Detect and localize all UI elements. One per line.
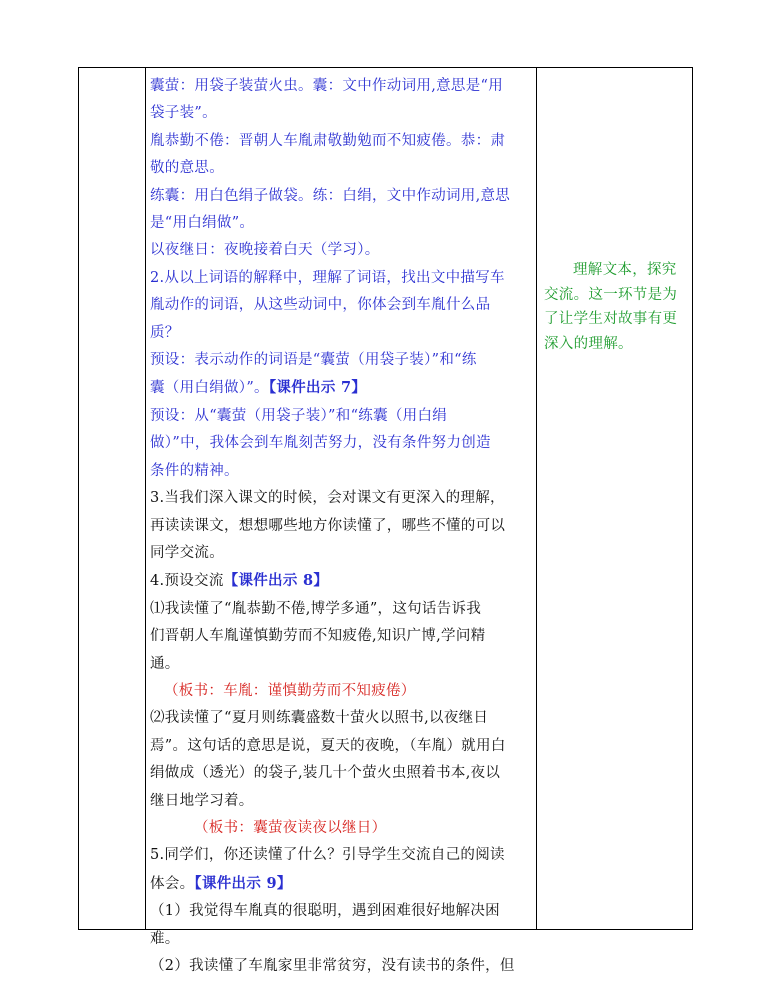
lesson-table: [78, 67, 693, 974]
text-line: 胤恭勤不倦：晋朝人车胤肃敬勤勉而不知疲倦。恭：肃: [150, 132, 506, 149]
text-line: [150, 870, 534, 898]
text-line: 们晋朝人车胤谨慎勤劳而不知疲倦,知识广博,学问精: [150, 628, 486, 645]
text-line: 继日地学习着。: [150, 792, 254, 809]
text-line: 袋子装”。: [150, 105, 217, 122]
courseware-ref: 【课件出示 7】: [268, 379, 367, 397]
text-line: [150, 374, 534, 402]
text-line: 绢做成（透光）的袋子,装几十个萤火虫照着书本,夜以: [150, 765, 501, 782]
text-line: [150, 567, 534, 595]
text-line: 练囊：用白色绢子做袋。练：白绢，文中作动词用,意思: [150, 187, 511, 204]
text-line: 同学交流。: [150, 544, 224, 561]
text-line: 囊萤：用袋子装萤火虫。囊：文中作动词用,意思是“用: [150, 78, 504, 94]
text-line: 是“用白绢做”。: [150, 215, 255, 232]
text-span: 4.预设交流: [150, 573, 224, 590]
text-span: 囊（用白绢做）”。: [150, 380, 269, 397]
courseware-ref: 【课件出示 9】: [194, 874, 292, 892]
text-line: 通。: [150, 655, 180, 672]
teaching-process-cell: [146, 68, 534, 980]
text-line: 敬的意思。: [150, 160, 224, 177]
column-divider-2: [536, 68, 537, 929]
text-line: ⑵我读懂了“夏月则练囊盛数十萤火以照书,以夜继日: [150, 710, 489, 727]
text-line: 难。: [150, 930, 180, 947]
text-line: 2.从以上词语的解释中，理解了词语，找出文中描写车: [150, 269, 505, 286]
text-span: 体会。: [150, 875, 195, 892]
blackboard-note: （板书：车胤：谨慎勤劳而不知疲倦）: [164, 682, 416, 699]
text-line: 胤动作的词语，从这些动词中，你体会到车胤什么品: [150, 297, 491, 314]
design-intent-cell: [544, 258, 687, 356]
text-line: （2）我读懂了车胤家里非常贫穷，没有读书的条件，但: [150, 958, 515, 974]
text-line: 质？: [150, 324, 180, 341]
design-intent-text: 理解文本，探究交流。这一环节是为了让学生对故事有更深入的理解。: [544, 262, 678, 352]
text-line: 再读读课文，想想哪些地方你读懂了，哪些不懂的可以: [150, 517, 506, 534]
text-line: ⑴我读懂了“胤恭勤不倦,博学多通”，这句话告诉我: [150, 600, 482, 617]
text-line: 预设：表示动作的词语是“囊萤（用袋子装）”和“练: [150, 352, 477, 369]
courseware-ref: 【课件出示 8】: [223, 572, 329, 590]
text-line: 条件的精神。: [150, 462, 239, 479]
text-line: 以夜继日：夜晚接着白天（学习）。: [150, 242, 380, 259]
text-line: 3.当我们深入课文的时候，会对课文有更深入的理解，: [150, 490, 505, 507]
text-line: 5.同学们，你还读懂了什么？引导学生交流自己的阅读: [150, 847, 505, 864]
text-line: 焉”。这句话的意思是说，夏天的夜晚，（车胤）就用白: [150, 737, 506, 754]
text-line: （1）我觉得车胤真的很聪明，遇到困难很好地解决困: [150, 903, 500, 920]
text-line: 预设：从“囊萤（用袋子装）”和“练囊（用白绢: [150, 407, 448, 424]
text-line: 做）”中，我体会到车胤刻苦努力，没有条件努力创造: [150, 435, 491, 452]
blackboard-note: （板书：囊萤夜读夜以继日）: [194, 819, 387, 836]
